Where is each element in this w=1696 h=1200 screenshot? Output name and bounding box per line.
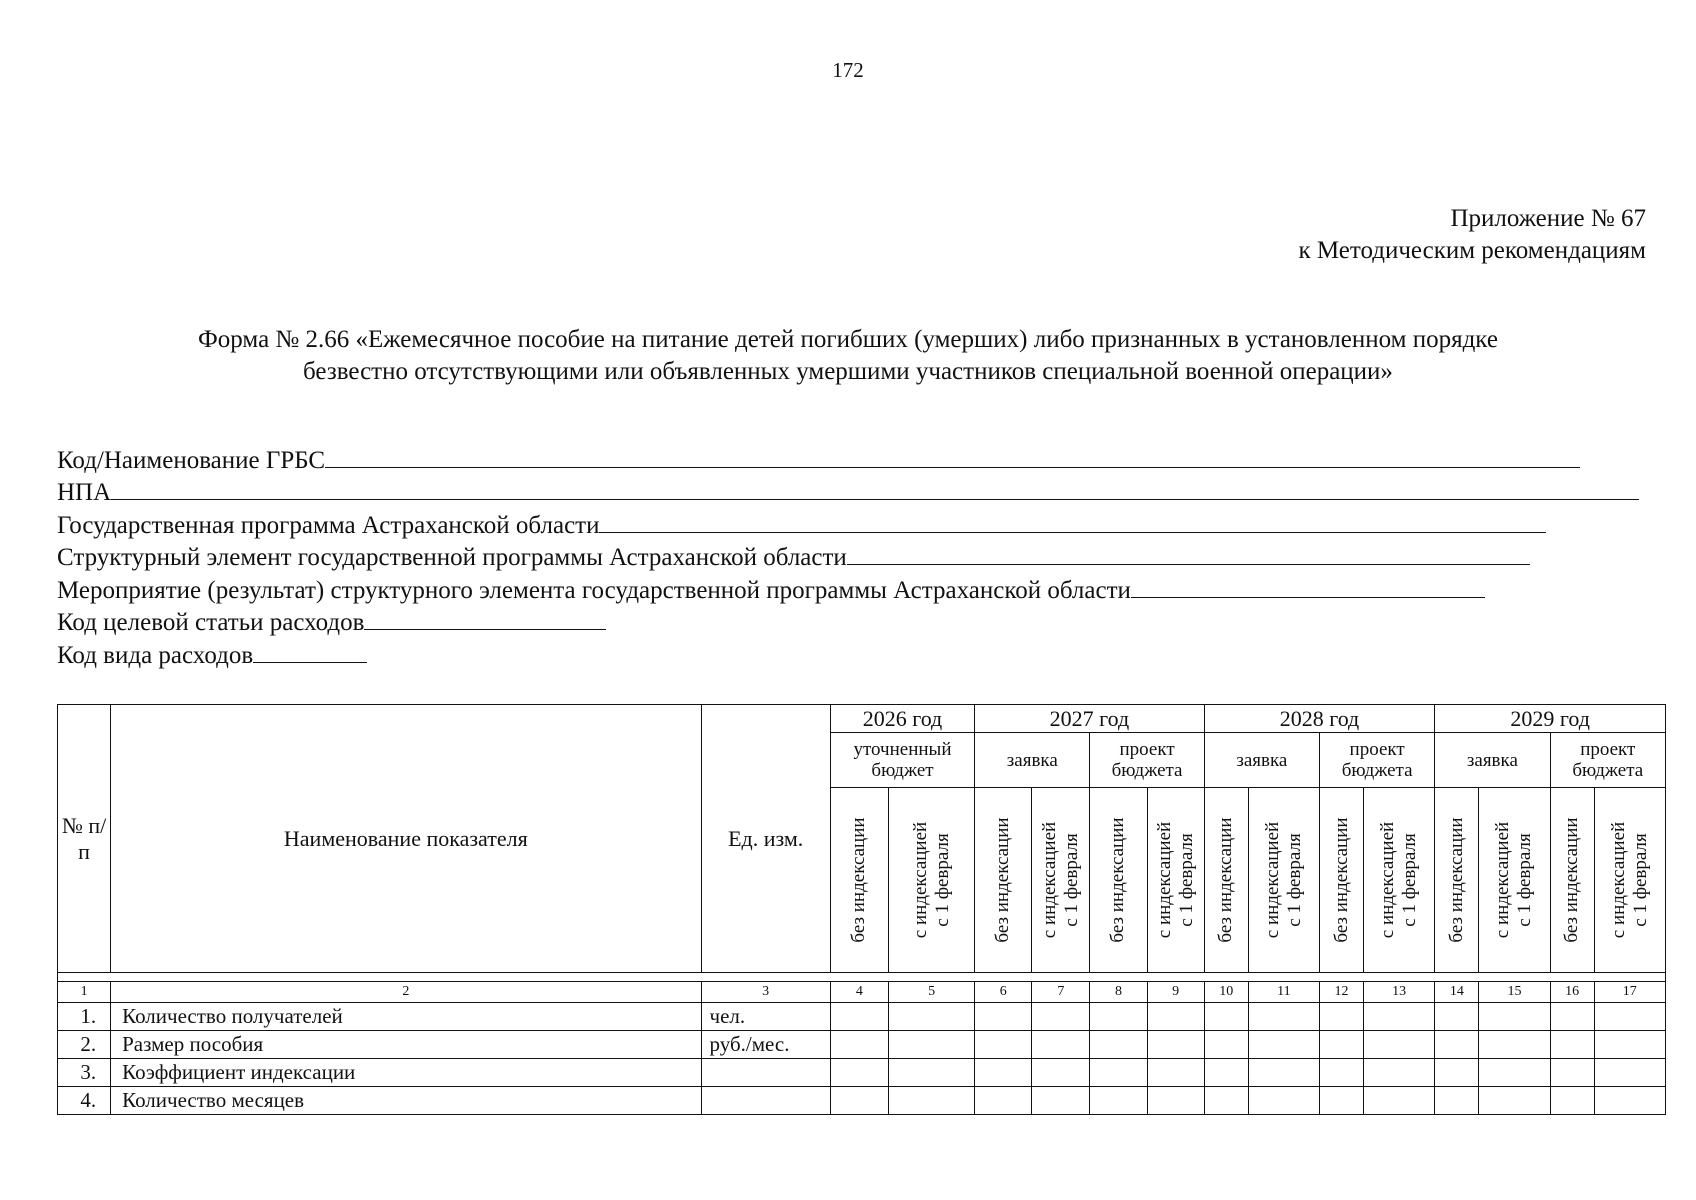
column-number-3: 3	[701, 982, 830, 1003]
header-col-7-line-2: с 1 февраля	[1060, 833, 1082, 927]
column-number-2: 2	[111, 982, 701, 1003]
appendix-line-1: Приложение № 67	[1450, 205, 1646, 232]
value-cell-col-15[interactable]	[1479, 1059, 1550, 1087]
header-col-11-text	[1262, 822, 1306, 938]
header-col-9	[1147, 788, 1204, 973]
field-activity-line[interactable]	[1131, 597, 1485, 598]
value-cell-col-17[interactable]	[1594, 1031, 1665, 1059]
value-cell-col-5[interactable]	[888, 1003, 974, 1031]
value-cell-col-14[interactable]	[1435, 1031, 1479, 1059]
value-cell-col-4[interactable]	[830, 1087, 888, 1115]
column-number-13: 13	[1364, 982, 1435, 1003]
value-cell-col-8[interactable]	[1090, 1003, 1147, 1031]
value-cell-col-13[interactable]	[1364, 1059, 1435, 1087]
field-expense-type-code	[57, 637, 1647, 670]
header-col-8-text: без индексации	[1107, 817, 1129, 943]
value-cell-col-17[interactable]	[1594, 1087, 1665, 1115]
value-cell-col-5[interactable]	[888, 1087, 974, 1115]
unit-of-measure: чел.	[701, 1003, 830, 1031]
header-col-11-line-1: с индексацией	[1261, 821, 1283, 939]
value-cell-col-8[interactable]	[1090, 1031, 1147, 1059]
form-fields	[57, 442, 1647, 670]
header-col-13-text	[1377, 822, 1421, 938]
header-col-17	[1594, 788, 1665, 973]
header-col-17-line-2: с 1 февраля	[1629, 833, 1651, 927]
indicator-name: Размер пособия	[111, 1031, 701, 1059]
value-cell-col-4[interactable]	[830, 1003, 888, 1031]
value-cell-col-11[interactable]	[1248, 1087, 1319, 1115]
table-row	[58, 1087, 1666, 1115]
header-2029-project: проект бюджета	[1550, 733, 1665, 788]
value-cell-col-16[interactable]	[1550, 1003, 1594, 1031]
table-row	[58, 1059, 1666, 1087]
header-col-16-text: без индексации	[1561, 817, 1583, 943]
header-col-15-line-1: с индексацией	[1492, 821, 1514, 939]
value-cell-col-7[interactable]	[1032, 1003, 1090, 1031]
header-col-17-line-1: с индексацией	[1607, 821, 1629, 939]
header-col-15	[1479, 788, 1550, 973]
column-number-11: 11	[1248, 982, 1319, 1003]
header-col-17-text	[1608, 822, 1652, 938]
column-number-1: 1	[58, 982, 111, 1003]
value-cell-col-6[interactable]	[975, 1003, 1032, 1031]
field-activity	[57, 572, 1647, 605]
column-number-10: 10	[1204, 982, 1248, 1003]
header-col-12-text: без индексации	[1330, 817, 1352, 943]
value-cell-col-5[interactable]	[888, 1031, 974, 1059]
value-cell-col-10[interactable]	[1204, 1059, 1248, 1087]
header-year-2026: 2026 год	[830, 705, 974, 733]
header-2028-project: проект бюджета	[1319, 733, 1434, 788]
value-cell-col-7[interactable]	[1032, 1087, 1090, 1115]
header-col-11	[1248, 788, 1319, 973]
value-cell-col-13[interactable]	[1364, 1031, 1435, 1059]
value-cell-col-9[interactable]	[1147, 1059, 1204, 1087]
value-cell-col-11[interactable]	[1248, 1031, 1319, 1059]
table-row	[58, 1003, 1666, 1031]
header-col-4	[830, 788, 888, 973]
value-cell-col-16[interactable]	[1550, 1059, 1594, 1087]
header-col-name	[111, 705, 701, 973]
field-expense-type-code-line[interactable]	[253, 662, 367, 663]
header-col-12	[1319, 788, 1363, 973]
row-number: 2.	[58, 1031, 111, 1059]
value-cell-col-10[interactable]	[1204, 1003, 1248, 1031]
value-cell-col-10[interactable]	[1204, 1087, 1248, 1115]
value-cell-col-6[interactable]	[975, 1087, 1032, 1115]
header-gap-cell	[58, 973, 1666, 982]
value-cell-col-14[interactable]	[1435, 1003, 1479, 1031]
header-col-6-text: без индексации	[992, 817, 1014, 943]
header-col-9-line-2: с 1 февраля	[1175, 833, 1197, 927]
value-cell-col-17[interactable]	[1594, 1059, 1665, 1087]
header-year-2029: 2029 год	[1435, 705, 1666, 733]
form-title-line-1: Форма № 2.66 «Ежемесячное пособие на питание детей погибших (умерших) либо признанных в установленном порядке	[198, 326, 1498, 353]
header-col-5	[888, 788, 974, 973]
header-2027-request: заявка	[975, 733, 1090, 788]
header-col-7-text	[1039, 822, 1083, 938]
value-cell-col-4[interactable]	[830, 1031, 888, 1059]
unit-of-measure	[701, 1059, 830, 1087]
value-cell-col-8[interactable]	[1090, 1087, 1147, 1115]
header-col-unit	[701, 705, 830, 973]
field-grbs-label: Код/Наименование ГРБС	[57, 446, 326, 474]
value-cell-col-4[interactable]	[830, 1059, 888, 1087]
field-structural-element-label: Структурный элемент государственной программы Астраханской области	[57, 544, 847, 571]
row-number: 4.	[58, 1087, 111, 1115]
header-gap	[58, 973, 1666, 982]
header-2028-request: заявка	[1204, 733, 1319, 788]
column-number-16: 16	[1550, 982, 1594, 1003]
header-year-2028: 2028 год	[1204, 705, 1435, 733]
indicator-name: Количество месяцев	[111, 1087, 701, 1115]
value-cell-col-14[interactable]	[1435, 1059, 1479, 1087]
field-program-label: Государственная программа Астраханской области	[57, 511, 600, 539]
header-col-8	[1090, 788, 1147, 973]
column-number-8: 8	[1090, 982, 1147, 1003]
value-cell-col-14[interactable]	[1435, 1087, 1479, 1115]
value-cell-col-16[interactable]	[1550, 1087, 1594, 1115]
value-cell-col-7[interactable]	[1032, 1059, 1090, 1087]
row-number: 1.	[58, 1003, 111, 1031]
field-npa	[57, 475, 1647, 508]
unit-of-measure	[701, 1087, 830, 1115]
header-col-4-text: без индексации	[848, 817, 870, 943]
header-2026-refined-budget: уточненный бюджет	[830, 733, 974, 788]
header-col-13-line-1: с индексацией	[1377, 821, 1399, 939]
value-cell-col-13[interactable]	[1364, 1003, 1435, 1031]
header-col-13-line-2: с 1 февраля	[1399, 833, 1421, 927]
header-col-no	[58, 705, 111, 973]
column-number-6: 6	[975, 982, 1032, 1003]
value-cell-col-6[interactable]	[975, 1059, 1032, 1087]
column-number-9: 9	[1147, 982, 1204, 1003]
column-number-5: 5	[888, 982, 974, 1003]
header-col-name-text: Наименование показателя	[283, 825, 528, 851]
header-col-unit-text: Ед. изм.	[728, 825, 804, 851]
value-cell-col-15[interactable]	[1479, 1087, 1550, 1115]
value-cell-col-11[interactable]	[1248, 1059, 1319, 1087]
field-target-code-line[interactable]	[364, 629, 606, 630]
value-cell-col-12[interactable]	[1319, 1003, 1363, 1031]
field-activity-label: Мероприятие (результат) структурного элемента государственной программы Астраханской области	[57, 576, 1131, 604]
header-col-10-text: без индексации	[1215, 817, 1237, 943]
header-year-2027: 2027 год	[975, 705, 1205, 733]
indicators-table	[57, 704, 1666, 1115]
value-cell-col-15[interactable]	[1479, 1003, 1550, 1031]
header-col-no-text: № п/п	[61, 812, 107, 864]
column-number-7: 7	[1032, 982, 1090, 1003]
header-col-5-text	[910, 822, 954, 938]
header-col-5-line-2: с 1 февраля	[931, 833, 953, 927]
value-cell-col-12[interactable]	[1319, 1059, 1363, 1087]
column-number-12: 12	[1319, 982, 1363, 1003]
form-title	[60, 324, 1636, 388]
field-structural-element-line[interactable]	[847, 564, 1530, 565]
column-number-17: 17	[1594, 982, 1665, 1003]
header-col-6	[975, 788, 1032, 973]
header-col-7	[1032, 788, 1090, 973]
header-col-13	[1364, 788, 1435, 973]
header-col-9-line-1: с индексацией	[1153, 821, 1175, 939]
appendix-note	[1298, 203, 1646, 267]
field-target-code-label: Код целевой статьи расходов	[57, 609, 365, 636]
column-number-15: 15	[1479, 982, 1550, 1003]
field-grbs-line[interactable]	[325, 467, 1580, 468]
value-cell-col-12[interactable]	[1319, 1031, 1363, 1059]
value-cell-col-9[interactable]	[1147, 1003, 1204, 1031]
value-cell-col-7[interactable]	[1032, 1031, 1090, 1059]
header-col-10	[1204, 788, 1248, 973]
field-program	[57, 507, 1647, 540]
value-cell-col-17[interactable]	[1594, 1003, 1665, 1031]
header-col-14-text: без индексации	[1445, 817, 1467, 943]
indicator-name: Коэффициент индексации	[111, 1059, 701, 1087]
value-cell-col-11[interactable]	[1248, 1003, 1319, 1031]
field-npa-line[interactable]	[111, 499, 1639, 500]
column-number-14: 14	[1435, 982, 1479, 1003]
header-2027-project: проект бюджета	[1090, 733, 1204, 788]
table-row	[58, 1031, 1666, 1059]
value-cell-col-13[interactable]	[1364, 1087, 1435, 1115]
appendix-line-2: к Методическим рекомендациям	[1298, 237, 1646, 264]
header-col-9-text	[1154, 822, 1198, 938]
value-cell-col-10[interactable]	[1204, 1031, 1248, 1059]
header-col-14	[1435, 788, 1479, 973]
value-cell-col-8[interactable]	[1090, 1059, 1147, 1087]
table-body	[58, 1003, 1666, 1115]
column-number-row	[58, 982, 1666, 1003]
value-cell-col-9[interactable]	[1147, 1087, 1204, 1115]
unit-of-measure: руб./мес.	[701, 1031, 830, 1059]
field-expense-type-code-label: Код вида расходов	[57, 641, 254, 669]
header-col-16	[1550, 788, 1594, 973]
value-cell-col-12[interactable]	[1319, 1087, 1363, 1115]
page-number: 172	[832, 58, 864, 82]
value-cell-col-6[interactable]	[975, 1031, 1032, 1059]
value-cell-col-9[interactable]	[1147, 1031, 1204, 1059]
field-target-code	[57, 605, 1647, 638]
field-structural-element	[57, 540, 1647, 573]
header-col-15-text	[1492, 822, 1536, 938]
field-npa-label: НПА	[57, 479, 112, 506]
column-number-4: 4	[830, 982, 888, 1003]
header-col-5-line-1: с индексацией	[909, 821, 931, 939]
field-grbs	[57, 442, 1647, 475]
value-cell-col-5[interactable]	[888, 1059, 974, 1087]
header-col-7-line-1: с индексацией	[1038, 821, 1060, 939]
header-col-11-line-2: с 1 февраля	[1283, 833, 1305, 927]
header-col-15-line-2: с 1 февраля	[1514, 833, 1536, 927]
field-program-line[interactable]	[599, 532, 1546, 533]
value-cell-col-15[interactable]	[1479, 1031, 1550, 1059]
row-number: 3.	[58, 1059, 111, 1087]
header-2029-request: заявка	[1435, 733, 1550, 788]
indicator-name: Количество получателей	[111, 1003, 701, 1031]
form-title-line-2: безвестно отсутствующими или объявленных умершими участников специальной военной операции»	[303, 358, 1393, 385]
value-cell-col-16[interactable]	[1550, 1031, 1594, 1059]
